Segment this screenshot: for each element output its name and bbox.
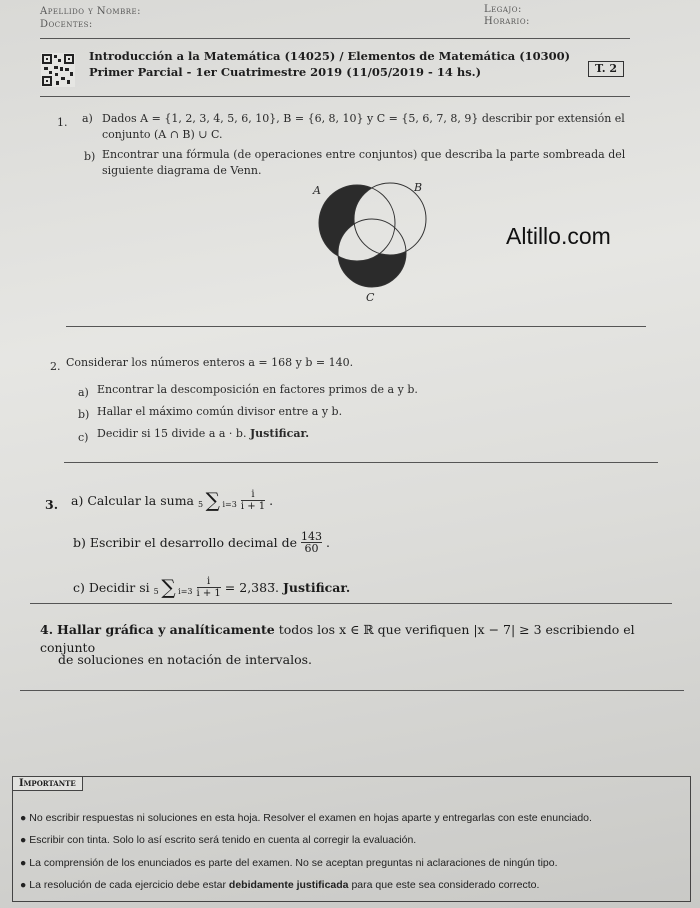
bullet-4-pre: La resolución de cada ejercicio debe estar <box>29 879 226 891</box>
q4-bold: Hallar gráfica y analíticamente <box>57 622 275 637</box>
q3a-sum <box>198 490 237 510</box>
q3c-value: = 2,383̅. <box>224 579 280 595</box>
venn-svg <box>300 175 440 310</box>
header-rule-bottom <box>40 96 630 97</box>
bullet-dot-icon: ● <box>20 812 27 824</box>
q2c-justificar: Justificar. <box>249 427 310 440</box>
q3-number: 3. <box>45 497 59 512</box>
q2-statement: Considerar los números enteros a = 168 y b = 140. <box>66 356 354 369</box>
q2b-label: b) <box>78 408 90 421</box>
q2b-text: Hallar el máximo común divisor entre a y b. <box>97 405 343 418</box>
q2c-text: Decidir si 15 divide a a · b. <box>97 427 247 440</box>
legajo-label: Legajo: <box>484 4 522 15</box>
q3-divider <box>30 603 672 604</box>
q3a-frac-den: i + 1 <box>240 500 266 512</box>
q3a-sum-top: 5 <box>198 500 204 509</box>
q3a-sum-bottom: i=3 <box>222 500 237 509</box>
q2-divider <box>64 462 658 463</box>
sigma-icon: ∑ <box>161 575 176 599</box>
q4-line2: de soluciones en notación de intervalos. <box>58 652 312 667</box>
bullet-3 <box>20 857 558 869</box>
q3a-frac-num: i <box>251 488 255 500</box>
q1-divider <box>66 326 646 327</box>
q3a-label: a) <box>71 492 84 508</box>
bullet-2 <box>20 834 416 846</box>
venn-diagram <box>300 175 440 310</box>
q3b-line: b) Escribir el desarrollo decimal de $\frac{143}{60}$ . <box>73 529 331 555</box>
bullet-1 <box>20 812 592 824</box>
q3c-fraction <box>197 576 221 599</box>
q4-divider <box>20 690 684 691</box>
bullet-4 <box>20 879 539 891</box>
q3b-text: Escribir el desarrollo decimal de <box>89 534 298 550</box>
q3c-sum-top: 5 <box>153 587 159 596</box>
bullet-1-text: No escribir respuestas ni soluciones en esta hoja. Resolver el examen en hojas aparte y entregarlas con este enunciado. <box>29 812 592 824</box>
apellido-label: Apellido y Nombre: <box>40 6 141 17</box>
bullet-2-text: Escribir con tinta. Solo lo así escrito será tenido en cuenta al corregir la evaluación. <box>29 834 417 846</box>
venn-label-c: C <box>366 291 375 304</box>
q1-number: 1. <box>57 116 68 129</box>
q3a-line: a) Calcular la suma 5 ∑ i=3 $\frac{i}{i + 1}$ . <box>71 488 274 512</box>
q3b-frac-num: 143 <box>301 529 323 543</box>
bullet-dot-icon: ● <box>20 879 27 891</box>
sigma-icon: ∑ <box>205 488 220 512</box>
venn-label-a: A <box>313 184 321 197</box>
tema-badge: T. 2 <box>588 61 624 77</box>
bullet-dot-icon: ● <box>20 857 27 869</box>
q3a-fraction <box>241 489 265 512</box>
q1b-line1: Encontrar una fórmula (de operaciones entre conjuntos) que describa la parte sombreada del <box>102 148 626 161</box>
q1a-line2: conjunto (A ∩ B) ∪ C. <box>102 128 223 141</box>
q2a-text: Encontrar la descomposición en factores primos de a y b. <box>97 383 418 396</box>
q3c-frac-den: i + 1 <box>196 587 221 599</box>
bullet-dot-icon: ● <box>20 834 27 846</box>
importante-label: Importante <box>13 777 83 791</box>
bullet-4-bold: debidamente justificada <box>228 879 349 891</box>
q3c-justificar: Justificar. <box>283 579 351 595</box>
q2c-line <box>97 427 309 440</box>
q3b-fraction <box>301 531 322 554</box>
docentes-label: Docentes: <box>40 19 93 30</box>
q3b-frac-den: 60 <box>301 542 322 554</box>
q3c-frac-num: i <box>207 575 211 587</box>
bullet-4-post: para que este sea considerado correcto. <box>351 879 540 891</box>
q3c-text: Decidir si <box>88 579 150 595</box>
exam-title: Introducción a la Matemática (14025) / Elementos de Matemática (10300) <box>89 49 571 63</box>
q2c-label: c) <box>78 431 89 444</box>
q3b-label: b) <box>73 534 86 550</box>
venn-label-b: B <box>414 181 423 194</box>
watermark: Altillo.com <box>506 223 611 249</box>
q3a-text: Calcular la suma <box>87 492 195 508</box>
q3c-label: c) <box>73 579 85 595</box>
bullet-3-text: La comprensión de los enunciados es parte del examen. No se aceptan preguntas ni aclaraciones de ningún tipo. <box>29 857 558 869</box>
exam-subtitle: Primer Parcial - 1er Cuatrimestre 2019 (11/05/2019 - 14 hs.) <box>89 65 482 79</box>
q1b-label: b) <box>84 150 96 163</box>
q2a-label: a) <box>78 386 89 399</box>
qr-code-icon <box>41 53 75 87</box>
q1a-line1: Dados A = {1, 2, 3, 4, 5, 6, 10}, B = {6, 8, 10} y C = {5, 6, 7, 8, 9} describir por extensión el <box>102 112 625 125</box>
q4-number: 4. <box>40 622 54 637</box>
header-rule-top <box>40 38 630 39</box>
q1b-line2: siguiente diagrama de Venn. <box>102 164 262 177</box>
q3c-sum-bottom: i=3 <box>178 587 193 596</box>
q1a-label: a) <box>82 112 93 125</box>
q2-number: 2. <box>50 360 61 373</box>
horario-label: Horario: <box>484 16 530 27</box>
q3c-sum <box>154 577 193 597</box>
q4-text1: todos los x ∈ ℝ que verifiquen |x − 7| ≥ 3 escribiendo el conjunto <box>40 622 635 655</box>
